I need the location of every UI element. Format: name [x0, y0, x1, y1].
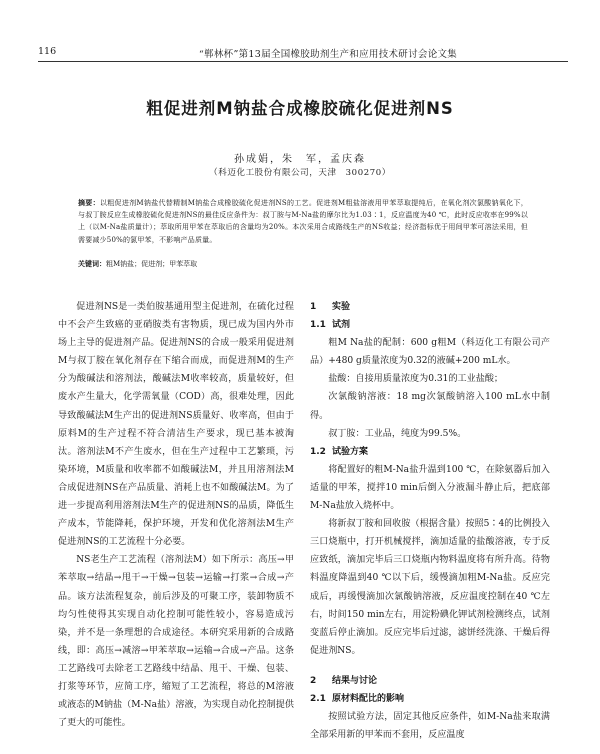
scheme-paragraph: 将配置好的粗M-Na盐升温到100 ℃，在除氨器后加入适量的甲苯，搅拌10 min后倒入分液漏斗静止后，把底部M-Na盐放入烧杯中。	[310, 464, 550, 512]
material-item: 叔丁胺：工业品，纯度为99.5%。	[328, 428, 467, 439]
section-title: 实验	[332, 302, 351, 312]
keywords	[78, 258, 528, 270]
header-rule	[38, 61, 568, 62]
page-number: 116	[38, 46, 57, 57]
intro-paragraph-2: NS老生产工艺流程（溶剂法M）如下所示：高压→甲苯萃取→结晶→甩干→干燥→包装→运输→打浆→合成→产品。该方法流程复杂，前后涉及的可聚工序，装卸物质不均匀性使得其实现自动化控制可能性较小，容易造成污染，并不是一条理想的合成途径。本研究采用新的合成路线，即：高压→减溶→甲苯萃取→运输→合成→产品。这条工艺路线可去除老工艺路线中结晶、甩干、干燥、包装、打浆等环节，应简工序，缩短了工艺流程，将总的M溶液或液态的M钠盐（M-Na盐）溶液，为实现自动化控制提供了更大的可能性。	[58, 555, 294, 729]
section-heading-results	[310, 672, 550, 690]
paper-title: 粗促进剂M钠盐合成橡胶硫化促进剂NS	[146, 99, 454, 118]
subsection-number: 2.1	[310, 693, 326, 704]
subsection-heading-scheme	[310, 443, 550, 461]
section-heading-experiment	[310, 298, 550, 316]
running-title: “郸林杯”第13届全国橡胶助剂生产和应用技术研讨会论文集	[198, 49, 458, 60]
subsection-title: 原材料配比的影响	[332, 693, 405, 704]
section-title: 结果与讨论	[332, 675, 378, 686]
material-item: 盐酸：自接用质量浓度为0.31的工业盐酸；	[328, 374, 504, 385]
abstract-label: 摘要：	[78, 198, 100, 207]
page-header	[38, 46, 568, 60]
subsection-heading-reagents	[310, 316, 550, 334]
keywords-label: 关键词：	[78, 259, 106, 268]
keywords-text: 粗M钠盐；促进剂；甲苯萃取	[106, 260, 198, 268]
section-number: 1	[310, 302, 317, 312]
subsection-title: 试剂	[332, 320, 351, 331]
left-column	[58, 298, 294, 732]
affiliation: （科迈化工股份有限公司，天津 300270）	[209, 168, 391, 178]
subsection-number: 1.1	[310, 320, 326, 331]
subsection-heading-ratio	[310, 690, 550, 708]
material-item: 次氯酸钠溶液：18 mg次氯酸钠溶入100 mL水中制得。	[310, 392, 550, 421]
authors: 孙成娟，朱 军，孟庆森	[234, 154, 366, 165]
scheme-paragraph: 将新叔丁胺和回收胺（根据含量）按照5∶4的比例投入三口烧瓶中，打开机械搅拌，滴加适量的盐酸溶液，专于反应致纸，滴加完毕后三口烧瓶内物料温度将有所升高。待物料温度降温到40 ℃以下后，缓慢滴加粗M-Na盐。反应完成后，再缓慢滴加次氯酸钠溶液，反应温度控制在40 ℃左右，时间150 min左右，用淀粉碘化钾试剂检测终点，试剂变蓝后停止滴加。反应完毕后过滤，滤饼经洗涤、干燥后得促进剂NS。	[310, 519, 550, 656]
abstract	[78, 197, 528, 246]
intro-paragraph-1: 促进剂NS是一类伯胺基通用型主促进剂，在硫化过程中不会产生致癌的亚硝胺类有害物质，现已成为国内外市场上主导的促进剂产品。促进剂NS的合成一般采用促进剂M与叔丁胺在氧化剂存在下缩合而成，而促进剂M的生产分为酸碱法和溶剂法，酸碱法M收率较高，质量较好，但废水产生量大，化学需氧量（COD）高，很难处理，因此导致酸碱法M生产出的促进剂NS质量好、收率高，但由于原料M的生产过程不符合清洁生产要求，现已基本被淘汰。溶剂法M不产生废水，但在生产过程中工艺繁琐，污染环境，M质量和收率都不如酸碱法M，并且用溶剂法M合成促进剂NS在产品质量、消耗上也不如酸碱法M。为了进一步提高利用溶剂法M生产的促进剂NS的品质，降低生产成本，节能降耗，保护环境，开发和优化溶剂法M生产促进剂NS的工艺流程十分必要。	[58, 302, 294, 548]
section-number: 2	[310, 675, 317, 686]
subsection-number: 1.2	[310, 446, 326, 457]
subsection-title: 试验方案	[332, 446, 369, 457]
material-item: 粗M Na盐的配制：600 g粗M（科迈化工有限公司产品）+480 g质量浓度为0.32的液碱+200 mL水。	[310, 338, 550, 367]
discussion-paragraph: 按照试验方法，固定其他反应条件，如M-Na盐来取满全部采用新的甲苯而不套用，反应温度	[310, 712, 550, 741]
right-column	[310, 298, 550, 744]
abstract-text: 以粗促进剂M钠盐代替精制M钠盐合成橡胶硫化促进剂NS的工艺。促进剂M粗盐溶液用甲苯萃取提纯后，在氧化剂次氯酸钠氧化下，与叔丁胺反应生成橡胶硫化促进剂NS的最佳反应条件为：叔丁胺与M-Na盐的摩尔比为1.03∶1，反应温度为40 ℃，此时反应收率在99%以上（以M-Na盐质量计）；萃取所用甲苯在萃取后的含量均为20%。本次采用合成路线生产的NS收益；经济指标优于用间甲苯可溶法采用，但需要减少50%的氯甲苯，不影响产品质量。	[78, 199, 528, 244]
